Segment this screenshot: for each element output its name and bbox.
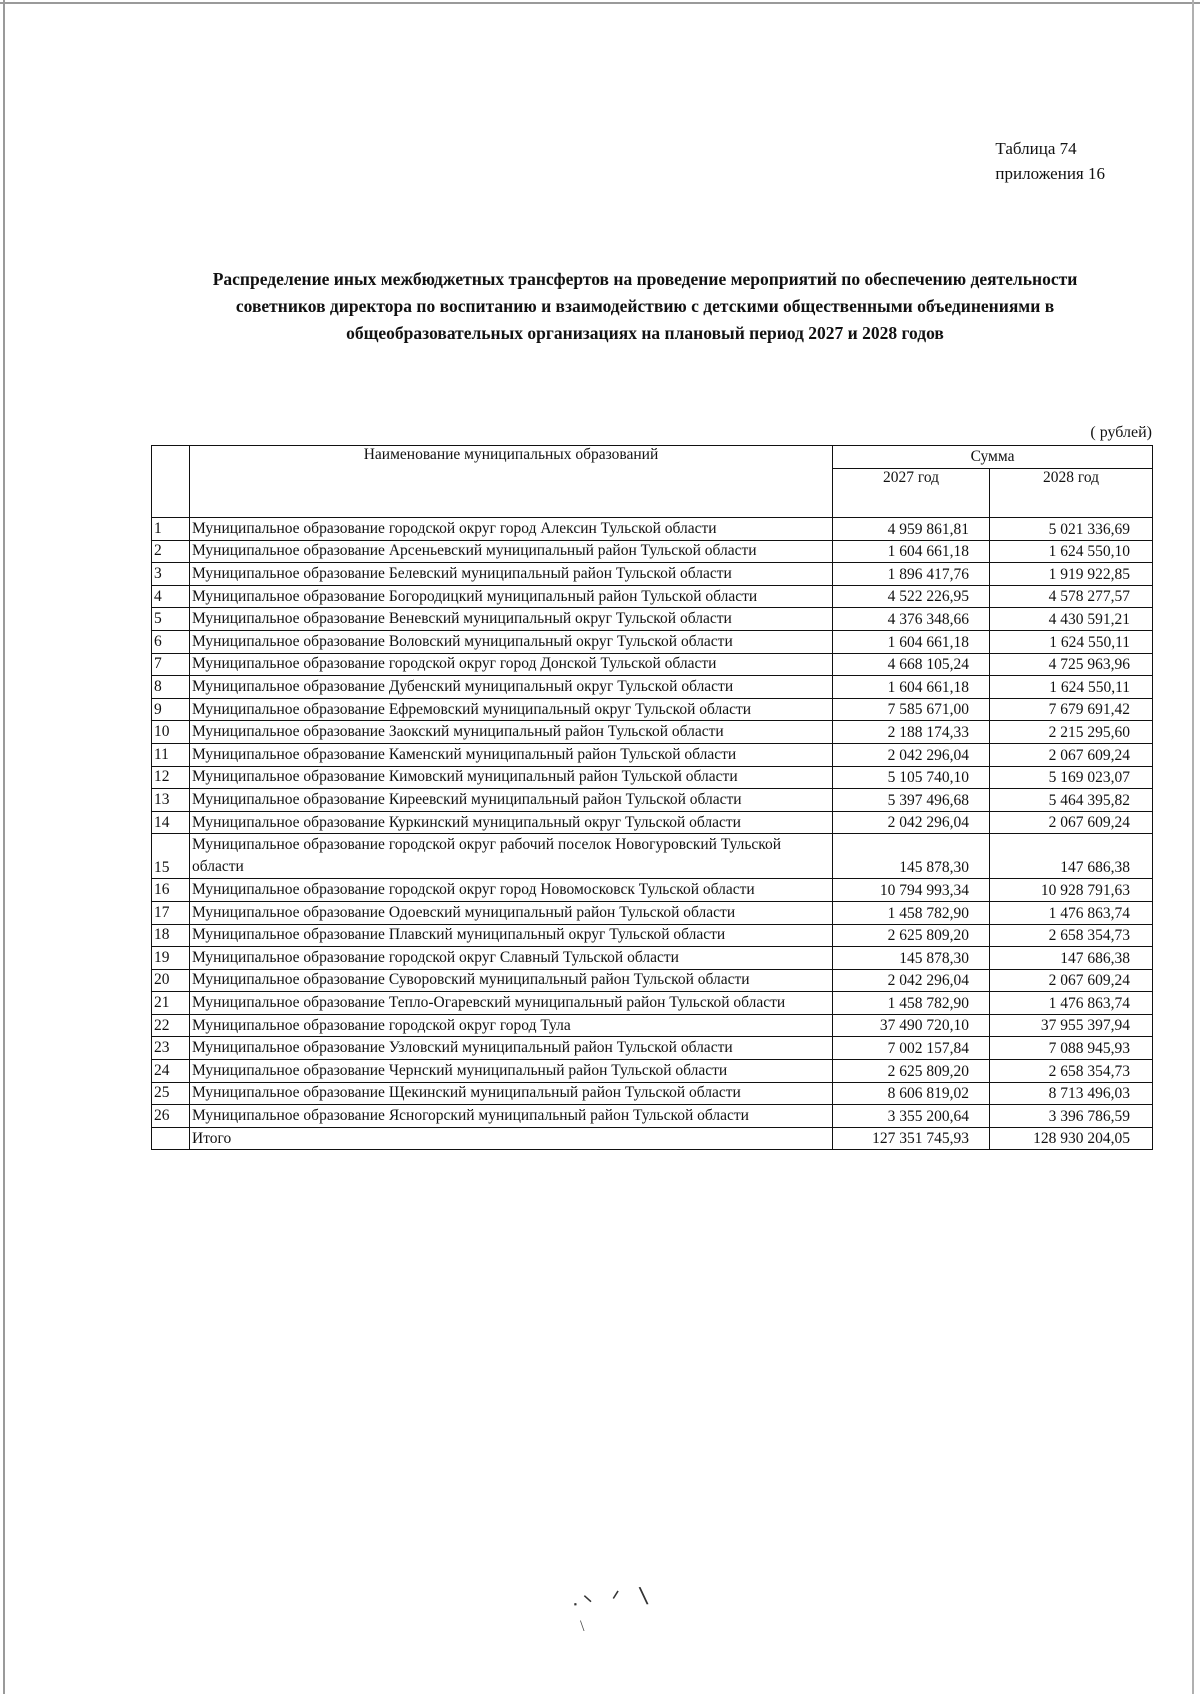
row-number: 4: [152, 585, 190, 608]
row-amount-2027: 2 188 174,33: [833, 721, 990, 744]
row-number: 25: [152, 1082, 190, 1105]
row-municipality: Муниципальное образование Ясногорский муниципальный район Тульской области: [190, 1105, 833, 1128]
total-number-cell: [152, 1127, 190, 1150]
table-row: [152, 540, 1153, 563]
row-number: 3: [152, 563, 190, 586]
row-amount-2027: 2 625 809,20: [833, 1060, 990, 1083]
row-municipality: Муниципальное образование Узловский муниципальный район Тульской области: [190, 1037, 833, 1060]
row-municipality: Муниципальное образование Плавский муниципальный округ Тульской области: [190, 924, 833, 947]
row-municipality: Муниципальное образование городской округ Славный Тульской области: [190, 947, 833, 970]
row-amount-2028: 2 215 295,60: [990, 721, 1153, 744]
total-amount-2027: 127 351 745,93: [833, 1127, 990, 1150]
row-amount-2028: 7 679 691,42: [990, 698, 1153, 721]
table-row: [152, 947, 1153, 970]
row-amount-2028: 1 476 863,74: [990, 992, 1153, 1015]
handwritten-mark: ᐧᐠ ᐟ \: [570, 1582, 655, 1619]
row-amount-2027: 1 896 417,76: [833, 563, 990, 586]
row-number: 6: [152, 630, 190, 653]
table-row: [152, 1014, 1153, 1037]
unit-label: ( рублей): [1090, 424, 1152, 441]
row-number: 10: [152, 721, 190, 744]
row-municipality: Муниципальное образование Киреевский муниципальный район Тульской области: [190, 789, 833, 812]
row-amount-2027: 4 959 861,81: [833, 518, 990, 541]
table-row: [152, 1105, 1153, 1128]
row-amount-2027: 1 458 782,90: [833, 992, 990, 1015]
table-row: [152, 789, 1153, 812]
row-amount-2028: 2 067 609,24: [990, 743, 1153, 766]
table-row: [152, 766, 1153, 789]
table-row: [152, 834, 1153, 879]
table-row: [152, 1060, 1153, 1083]
row-municipality: Муниципальное образование Богородицкий муниципальный район Тульской области: [190, 585, 833, 608]
table-row: [152, 924, 1153, 947]
header-sum: Сумма: [833, 446, 1153, 469]
table-row: [152, 992, 1153, 1015]
row-number: 18: [152, 924, 190, 947]
row-amount-2028: 2 658 354,73: [990, 1060, 1153, 1083]
table-row: [152, 811, 1153, 834]
row-amount-2027: 1 458 782,90: [833, 901, 990, 924]
header-municipality: Наименование муниципальных образований: [190, 446, 833, 518]
table-row: [152, 969, 1153, 992]
row-municipality: Муниципальное образование Тепло-Огаревский муниципальный район Тульской области: [190, 992, 833, 1015]
row-amount-2028: 4 725 963,96: [990, 653, 1153, 676]
document-title: [150, 266, 1140, 347]
row-amount-2027: 37 490 720,10: [833, 1014, 990, 1037]
scan-edge-top: [0, 2, 1200, 4]
row-amount-2027: 1 604 661,18: [833, 676, 990, 699]
row-amount-2028: 1 476 863,74: [990, 901, 1153, 924]
row-amount-2027: 1 604 661,18: [833, 540, 990, 563]
table-row: [152, 1082, 1153, 1105]
row-amount-2027: 7 002 157,84: [833, 1037, 990, 1060]
row-number: 14: [152, 811, 190, 834]
scan-edge-right: [1192, 0, 1194, 1694]
row-amount-2027: 2 042 296,04: [833, 811, 990, 834]
row-amount-2028: 5 464 395,82: [990, 789, 1153, 812]
row-municipality: Муниципальное образование Заокский муниципальный район Тульской области: [190, 721, 833, 744]
annex-reference: [995, 136, 1105, 186]
row-amount-2027: 5 105 740,10: [833, 766, 990, 789]
header-row: [152, 446, 1153, 469]
row-number: 2: [152, 540, 190, 563]
row-amount-2027: 5 397 496,68: [833, 789, 990, 812]
row-municipality: Муниципальное образование городской округ город Донской Тульской области: [190, 653, 833, 676]
row-municipality: Муниципальное образование Арсеньевский муниципальный район Тульской области: [190, 540, 833, 563]
row-municipality: Муниципальное образование городской округ город Алексин Тульской области: [190, 518, 833, 541]
table-row: [152, 743, 1153, 766]
table-row: [152, 721, 1153, 744]
row-amount-2027: 2 042 296,04: [833, 969, 990, 992]
row-amount-2027: 3 355 200,64: [833, 1105, 990, 1128]
row-amount-2028: 4 578 277,57: [990, 585, 1153, 608]
row-municipality: Муниципальное образование Куркинский муниципальный округ Тульской области: [190, 811, 833, 834]
row-municipality: Муниципальное образование Чернский муниципальный район Тульской области: [190, 1060, 833, 1083]
row-amount-2027: 145 878,30: [833, 947, 990, 970]
row-amount-2028: 10 928 791,63: [990, 879, 1153, 902]
scan-edge-left: [3, 0, 5, 1694]
title-line-1: Распределение иных межбюджетных трансфертов на проведение мероприятий по обеспечению деятельности: [212, 269, 1078, 289]
row-number: 19: [152, 947, 190, 970]
row-number: 22: [152, 1014, 190, 1037]
row-municipality: Муниципальное образование Дубенский муниципальный округ Тульской области: [190, 676, 833, 699]
table-row: [152, 879, 1153, 902]
row-number: 9: [152, 698, 190, 721]
row-municipality: Муниципальное образование Воловский муниципальный округ Тульской области: [190, 630, 833, 653]
row-number: 13: [152, 789, 190, 812]
allocation-table: [151, 445, 1153, 1150]
row-amount-2028: 2 067 609,24: [990, 811, 1153, 834]
row-amount-2028: 5 169 023,07: [990, 766, 1153, 789]
table-row: [152, 608, 1153, 631]
row-amount-2028: 147 686,38: [990, 834, 1153, 879]
row-number: 20: [152, 969, 190, 992]
table-row: [152, 1037, 1153, 1060]
row-amount-2027: 10 794 993,34: [833, 879, 990, 902]
row-municipality: Муниципальное образование городской округ рабочий поселок Новогуровский Тульской области: [190, 834, 833, 879]
row-amount-2028: 147 686,38: [990, 947, 1153, 970]
row-amount-2028: 4 430 591,21: [990, 608, 1153, 631]
handwritten-mark-tick: \: [580, 1618, 585, 1635]
row-amount-2027: 2 625 809,20: [833, 924, 990, 947]
row-amount-2028: 1 624 550,10: [990, 540, 1153, 563]
row-municipality: Муниципальное образование Щекинский муниципальный район Тульской области: [190, 1082, 833, 1105]
row-number: 23: [152, 1037, 190, 1060]
row-number: 17: [152, 901, 190, 924]
row-municipality: Муниципальное образование Каменский муниципальный район Тульской области: [190, 743, 833, 766]
table-row: [152, 698, 1153, 721]
header-year-2028: 2028 год: [990, 469, 1153, 518]
table-row: [152, 901, 1153, 924]
row-amount-2027: 145 878,30: [833, 834, 990, 879]
row-amount-2028: 37 955 397,94: [990, 1014, 1153, 1037]
header-year-2027: 2027 год: [833, 469, 990, 518]
row-amount-2028: 2 067 609,24: [990, 969, 1153, 992]
row-municipality: Муниципальное образование Ефремовский муниципальный округ Тульской области: [190, 698, 833, 721]
table-row: [152, 653, 1153, 676]
row-municipality: Муниципальное образование Суворовский муниципальный район Тульской области: [190, 969, 833, 992]
table-row: [152, 518, 1153, 541]
row-number: 24: [152, 1060, 190, 1083]
row-number: 16: [152, 879, 190, 902]
row-municipality: Муниципальное образование городской округ город Новомосковск Тульской области: [190, 879, 833, 902]
row-number: 8: [152, 676, 190, 699]
row-number: 15: [152, 834, 190, 879]
table-number: Таблица 74: [995, 139, 1077, 158]
table-row: [152, 585, 1153, 608]
table-body: [152, 518, 1153, 1150]
total-label: Итого: [190, 1127, 833, 1150]
row-number: 1: [152, 518, 190, 541]
row-amount-2027: 4 668 105,24: [833, 653, 990, 676]
row-number: 12: [152, 766, 190, 789]
row-number: 7: [152, 653, 190, 676]
row-amount-2027: 8 606 819,02: [833, 1082, 990, 1105]
row-number: 5: [152, 608, 190, 631]
row-number: 26: [152, 1105, 190, 1128]
appendix-number: приложения 16: [995, 164, 1105, 183]
row-amount-2028: 7 088 945,93: [990, 1037, 1153, 1060]
row-number: 21: [152, 992, 190, 1015]
row-amount-2027: 7 585 671,00: [833, 698, 990, 721]
row-number: 11: [152, 743, 190, 766]
row-municipality: Муниципальное образование Веневский муниципальный округ Тульской области: [190, 608, 833, 631]
header-number: [152, 446, 190, 518]
row-amount-2028: 8 713 496,03: [990, 1082, 1153, 1105]
row-amount-2028: 1 624 550,11: [990, 630, 1153, 653]
row-amount-2027: 1 604 661,18: [833, 630, 990, 653]
title-line-3: общеобразовательных организациях на плановый период 2027 и 2028 годов: [346, 323, 944, 343]
row-municipality: Муниципальное образование Белевский муниципальный район Тульской области: [190, 563, 833, 586]
total-amount-2028: 128 930 204,05: [990, 1127, 1153, 1150]
row-amount-2028: 5 021 336,69: [990, 518, 1153, 541]
title-line-2: советников директора по воспитанию и взаимодействию с детскими общественными объединениями в: [235, 296, 1055, 316]
row-amount-2027: 4 376 348,66: [833, 608, 990, 631]
total-row: [152, 1127, 1153, 1150]
table-row: [152, 676, 1153, 699]
table-row: [152, 563, 1153, 586]
row-amount-2028: 1 624 550,11: [990, 676, 1153, 699]
row-municipality: Муниципальное образование городской округ город Тула: [190, 1014, 833, 1037]
row-amount-2027: 2 042 296,04: [833, 743, 990, 766]
row-amount-2028: 3 396 786,59: [990, 1105, 1153, 1128]
table-row: [152, 630, 1153, 653]
row-municipality: Муниципальное образование Кимовский муниципальный район Тульской области: [190, 766, 833, 789]
row-amount-2028: 2 658 354,73: [990, 924, 1153, 947]
row-municipality: Муниципальное образование Одоевский муниципальный район Тульской области: [190, 901, 833, 924]
row-amount-2028: 1 919 922,85: [990, 563, 1153, 586]
row-amount-2027: 4 522 226,95: [833, 585, 990, 608]
